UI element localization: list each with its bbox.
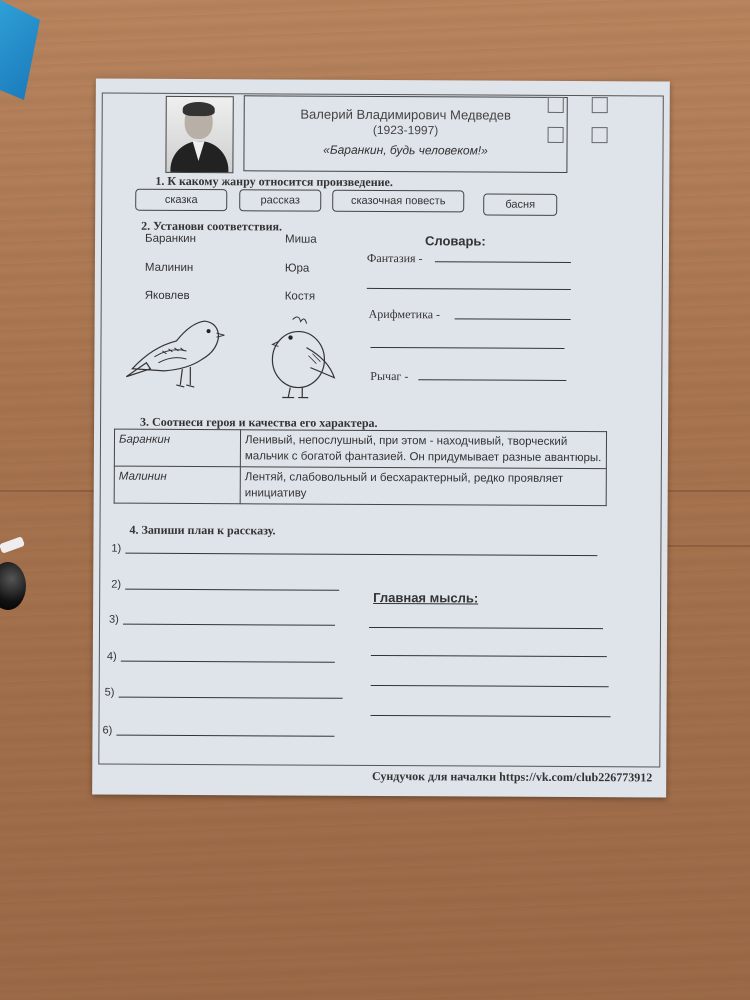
q3-title: 3. Соотнеси героя и качества его характера. — [140, 414, 378, 430]
book-title: «Баранкин, будь человеком!» — [323, 142, 488, 158]
main-idea-title: Главная мысль: — [373, 589, 479, 606]
vocab-item: Арифметика - — [368, 306, 441, 322]
match-left: Яковлев — [144, 289, 190, 302]
wood-grain — [660, 545, 750, 547]
blue-wrapper — [0, 0, 40, 100]
plan-number: 2) — [111, 578, 122, 591]
corner-mark — [548, 97, 564, 113]
object-tip — [0, 536, 25, 554]
sparrow-illustration — [124, 307, 224, 396]
match-right: Миша — [285, 233, 317, 246]
chick-illustration — [262, 311, 342, 399]
q1-title: 1. К какому жанру относится произведение. — [155, 173, 393, 190]
plan-number: 3) — [109, 613, 119, 626]
match-left: Баранкин — [145, 232, 196, 246]
genre-option[interactable]: сказка — [135, 189, 227, 211]
footer-credit: Сундучок для началки https://vk.com/club226773912 — [371, 768, 653, 785]
vocab-item: Фантазия - — [366, 250, 423, 266]
hero-traits: Ленивый, непослушный, при этом - находчивый, творческий мальчик с богатой фантазией. Он придумывает разные авантюры. — [240, 430, 606, 469]
hero-name: Малинин — [114, 466, 240, 504]
vocab-item: Рычаг - — [370, 368, 409, 384]
match-right: Костя — [284, 290, 316, 303]
plan-number: 4) — [106, 650, 117, 663]
q2-title: 2. Установи соответствия. — [141, 218, 283, 234]
heroes-table — [114, 429, 607, 507]
author-name: Валерий Владимирович Медведев — [300, 106, 512, 123]
author-years: (1923-1997) — [372, 122, 439, 138]
black-knob — [0, 562, 26, 610]
author-portrait — [165, 96, 233, 173]
match-left: Малинин — [144, 261, 194, 275]
corner-mark — [592, 97, 608, 113]
hero-traits: Лентяй, слабовольный и бесхарактерный, редко проявляет инициативу — [240, 467, 606, 506]
q4-title: 4. Запиши план к рассказу. — [129, 522, 276, 538]
title-box — [243, 95, 567, 173]
corner-mark — [548, 127, 564, 143]
plan-number: 1) — [111, 542, 122, 555]
plan-number: 6) — [102, 724, 113, 737]
hero-name: Баранкин — [114, 429, 240, 467]
match-right: Юра — [284, 262, 310, 275]
table-row — [114, 429, 606, 469]
worksheet — [92, 79, 670, 798]
vocabulary-title: Словарь: — [424, 233, 486, 249]
plan-number: 5) — [104, 686, 115, 699]
corner-mark — [592, 127, 608, 143]
genre-option[interactable]: басня — [483, 194, 557, 216]
genre-option[interactable]: рассказ — [239, 189, 321, 211]
genre-option[interactable]: сказочная повесть — [332, 190, 464, 213]
table-row — [114, 466, 606, 506]
